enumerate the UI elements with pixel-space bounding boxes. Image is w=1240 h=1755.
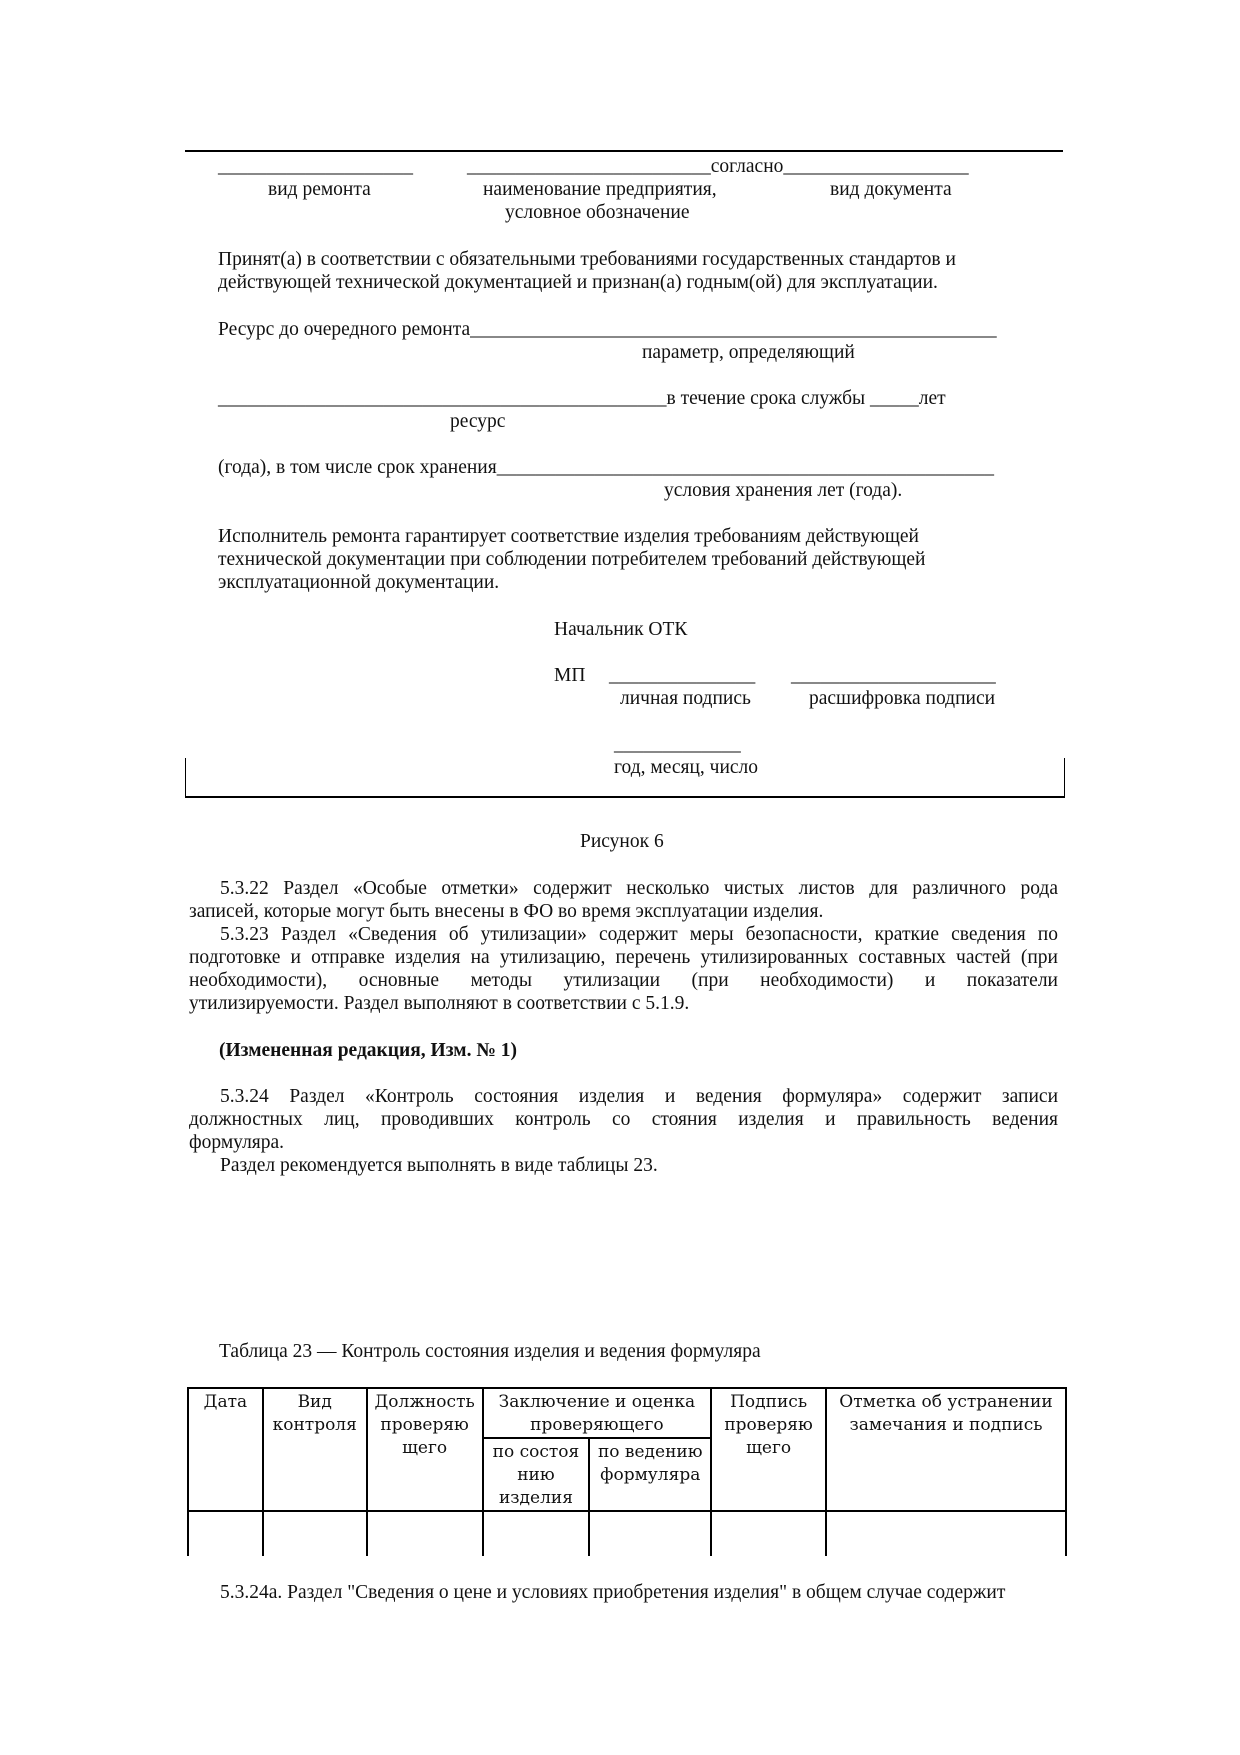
para-5-3-24-recommend: Раздел рекомендуется выполнять в виде таблицы 23. [220, 1155, 658, 1176]
col-header-remark: Отметка об устранении замечания и подпись [826, 1388, 1066, 1511]
chief-otk-label: Начальник ОТК [554, 619, 688, 640]
accepted-line-1: Принят(а) в соответствии с обязательными требованиями государственных стандартов и [218, 249, 956, 270]
cell-by-state [483, 1511, 590, 1556]
figure-caption: Рисунок 6 [580, 831, 664, 852]
para-5-3-24-line-1: 5.3.24 Раздел «Контроль состояния изделия и ведения формуляра» содержит записи [220, 1086, 1058, 1107]
guarantee-line-2: технической документации при соблюдении потребителем требований действующей [218, 549, 926, 570]
cell-position [367, 1511, 483, 1556]
table-row [188, 1511, 1066, 1556]
resource-line: Ресурс до очередного ремонта______________________________________________________ [218, 319, 997, 340]
stamp-label: МП [554, 665, 586, 686]
para-5-3-24-line-3: формуляра. [189, 1132, 285, 1153]
cell-by-log [589, 1511, 711, 1556]
para-5-3-23-line-3: необходимости), основные методы утилизации (при необходимости) и показатели [189, 970, 1058, 991]
col-header-by-log: по ведению формуляра [589, 1438, 711, 1511]
caption-repair-type: вид ремонта [268, 179, 371, 200]
col-header-date: Дата [188, 1388, 263, 1511]
table-23 [187, 1387, 1067, 1556]
para-5-3-23-line-2: подготовке и отправке изделия на утилизацию, перечень утилизированных составных частей (при [189, 947, 1058, 968]
para-5-3-24-line-2: должностных лиц, проводивших контроль со стояния изделия и правильность ведения [189, 1109, 1058, 1130]
figure-frame-bottom [185, 758, 1065, 798]
signature-caption: личная подпись [620, 688, 751, 709]
signature-blank: _______________ [609, 665, 756, 686]
para-5-3-24a: 5.3.24а. Раздел "Сведения о цене и условиях приобретения изделия" в общем случае содержит [220, 1582, 1006, 1603]
amendment-note: (Измененная редакция, Изм. № 1) [219, 1040, 518, 1061]
blank-enterprise [467, 155, 969, 178]
col-header-position: Должность проверяю щего [367, 1388, 483, 1511]
storage-line: (года), в том числе срок хранения___________________________________________________ [218, 457, 994, 478]
date-blank: _____________ [614, 734, 741, 755]
word-soglasno: согласно [710, 156, 784, 177]
col-header-conclusion: Заключение и оценка проверяющего [483, 1388, 712, 1438]
figure-frame-top-rule [185, 150, 1063, 152]
cell-signature [711, 1511, 826, 1556]
caption-enterprise: наименование предприятия, [483, 179, 717, 200]
resource-caption: параметр, определяющий [642, 342, 855, 363]
para-5-3-22-line-1: 5.3.22 Раздел «Особые отметки» содержит несколько чистых листов для различного рода [220, 878, 1058, 899]
para-5-3-23-line-1: 5.3.23 Раздел «Сведения об утилизации» содержит меры безопасности, краткие сведения по [220, 924, 1058, 945]
blank-doc-type: ___________________ [783, 156, 969, 177]
table-23-title: Таблица 23 — Контроль состояния изделия и ведения формуляра [219, 1341, 761, 1362]
accepted-line-2: действующей технической документацией и признан(а) годным(ой) для эксплуатации. [218, 272, 938, 293]
signature-decode-blank: _____________________ [791, 665, 996, 686]
para-5-3-22-line-2: записей, которые могут быть внесены в ФО во время эксплуатации изделия. [189, 901, 824, 922]
caption-enterprise-2: условное обозначение [505, 202, 690, 223]
cell-control-type [263, 1511, 367, 1556]
service-life-line: ______________________________________________в течение срока службы _____лет [218, 388, 946, 409]
col-header-by-state: по состоя нию изделия [483, 1438, 590, 1511]
storage-caption: условия хранения лет (года). [664, 480, 903, 501]
signature-decode-caption: расшифровка подписи [809, 688, 996, 709]
date-caption: год, месяц, число [614, 757, 759, 778]
col-header-control-type: Вид контроля [263, 1388, 367, 1511]
service-caption: ресурс [450, 411, 506, 432]
guarantee-line-1: Исполнитель ремонта гарантирует соответствие изделия требованиям действующей [218, 526, 919, 547]
col-header-signature: Подпись проверяю щего [711, 1388, 826, 1511]
blank-enterprise-line: _________________________ [467, 156, 711, 177]
cell-remark [826, 1511, 1066, 1556]
guarantee-line-3: эксплуатационной документации. [218, 572, 500, 593]
caption-doc-type: вид документа [830, 179, 952, 200]
para-5-3-23-line-4: утилизируемости. Раздел выполняют в соответствии с 5.1.9. [189, 993, 690, 1014]
blank-repair-type: ____________________ [218, 156, 413, 177]
cell-date [188, 1511, 263, 1556]
